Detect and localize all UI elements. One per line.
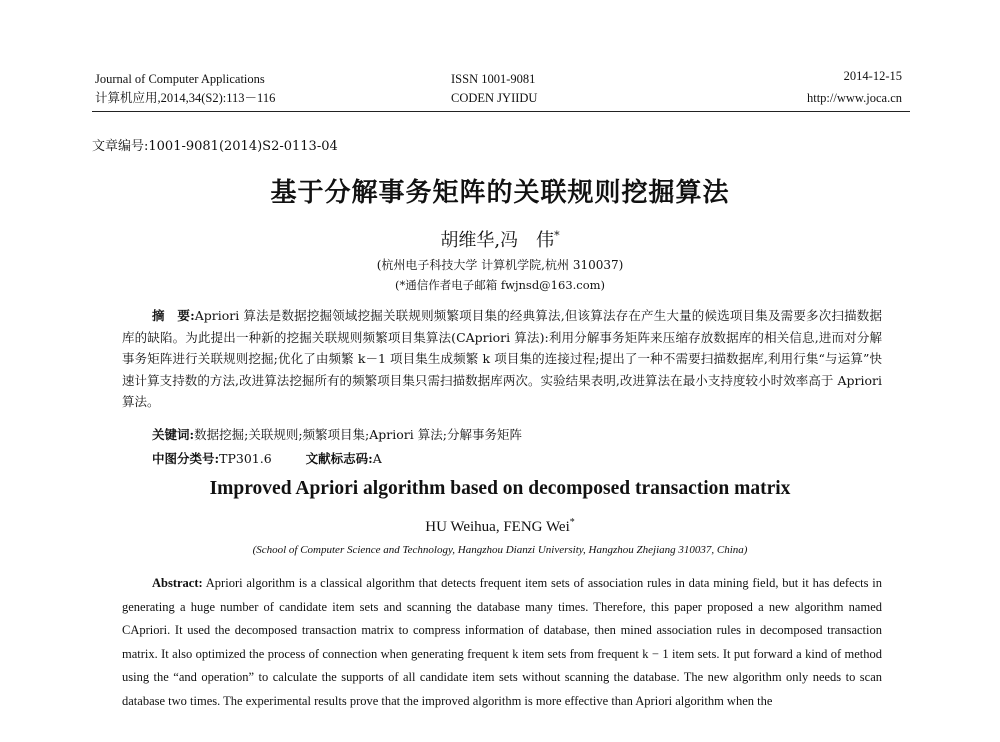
abstract-cn-label: 摘 要: — [152, 308, 195, 323]
abstract-cn — [122, 305, 882, 413]
journal-name-en: Journal of Computer Applications — [95, 72, 265, 86]
corresponding-mark: * — [554, 229, 560, 242]
title-cn: 基于分解事务矩阵的关联规则挖掘算法 — [270, 178, 730, 208]
classification-line — [152, 449, 382, 467]
document-code-value: A — [372, 451, 382, 466]
affiliation-en: (School of Computer Science and Technology, Hangzhou Dianzi University, Hangzhou Zhejiang 310037, China) — [252, 544, 748, 556]
header-rule — [92, 111, 910, 112]
authors-en-line — [0, 517, 1000, 536]
classification-value: TP301.6 — [219, 451, 272, 466]
corresponding-mark-en: * — [569, 517, 575, 528]
keywords-cn-label: 关键词: — [152, 427, 195, 442]
publication-date: 2014-12-15 — [843, 69, 902, 83]
corresponding-email-cn: (*通信作者电子邮箱 fwjnsd@163.com) — [394, 278, 606, 292]
title-en: Improved Apriori algorithm based on decomposed transaction matrix — [209, 478, 791, 499]
keywords-cn — [152, 425, 522, 443]
abstract-en-text: Apriori algorithm is a classical algorithm that detects frequent item sets of association rules in data mining field, but it has defects in generating a huge number of candidate item sets and scanning the database many times. Therefore, this paper proposed a new algorithm named CApriori. It used the decomposed transaction matrix to compress information of database, then mined association rules in decomposed transaction matrix. It also optimized the process of connection when generating frequent k item sets from frequent k − 1 item sets. It put forward a kind of method using the “and operation” to calculate the supports of all candidate item sets without scanning the database. The new algorithm only needs to scan database two times. The experimental results prove that the improved algorithm is more effective than Apriori algorithm when the — [122, 576, 883, 708]
authors-en: HU Weihua, FENG Wei — [425, 519, 570, 535]
authors-cn: 胡维华,冯 伟 — [440, 230, 555, 251]
abstract-cn-text: Apriori 算法是数据挖掘领域挖掘关联规则频繁项目集的经典算法,但该算法存在产生大量的候选项目集及需要多次扫描数据库的缺陷。为此提出一种新的挖掘关联规则频繁项目集算法(CApriori 算法):利用分解事务矩阵来压缩存放数据库的相关信息,进而对分解事务矩阵进行关联规则挖掘;优化了由频繁 k－1 项目集生成频繁 k 项目集的连接过程;提出了一种不需要扫描数据库,利用行集“与运算”快速计算支持数的方法,改进算法挖掘所有的频繁项目集只需扫描数据库两次。实验结果表明,改进算法在最小支持度较小时效率高于 Apriori 算法。 — [122, 308, 882, 409]
keywords-cn-text: 数据挖掘;关联规则;频繁项目集;Apriori 算法;分解事务矩阵 — [194, 427, 522, 442]
issn: ISSN 1001-9081 — [451, 72, 536, 86]
document-code-label: 文献标志码: — [305, 451, 373, 466]
abstract-en — [122, 572, 882, 713]
article-id: 文章编号:1001-9081(2014)S2-0113-04 — [92, 139, 338, 154]
journal-url[interactable]: http://www.joca.cn — [806, 91, 902, 105]
authors-cn-line — [0, 226, 1000, 252]
affiliation-cn: (杭州电子科技大学 计算机学院,杭州 310037) — [376, 258, 624, 272]
journal-citation-cn: 计算机应用,2014,34(S2):113－116 — [95, 91, 276, 105]
coden: CODEN JYIIDU — [451, 91, 538, 105]
classification-label: 中图分类号: — [152, 451, 220, 466]
abstract-en-label: Abstract: — [152, 576, 203, 590]
